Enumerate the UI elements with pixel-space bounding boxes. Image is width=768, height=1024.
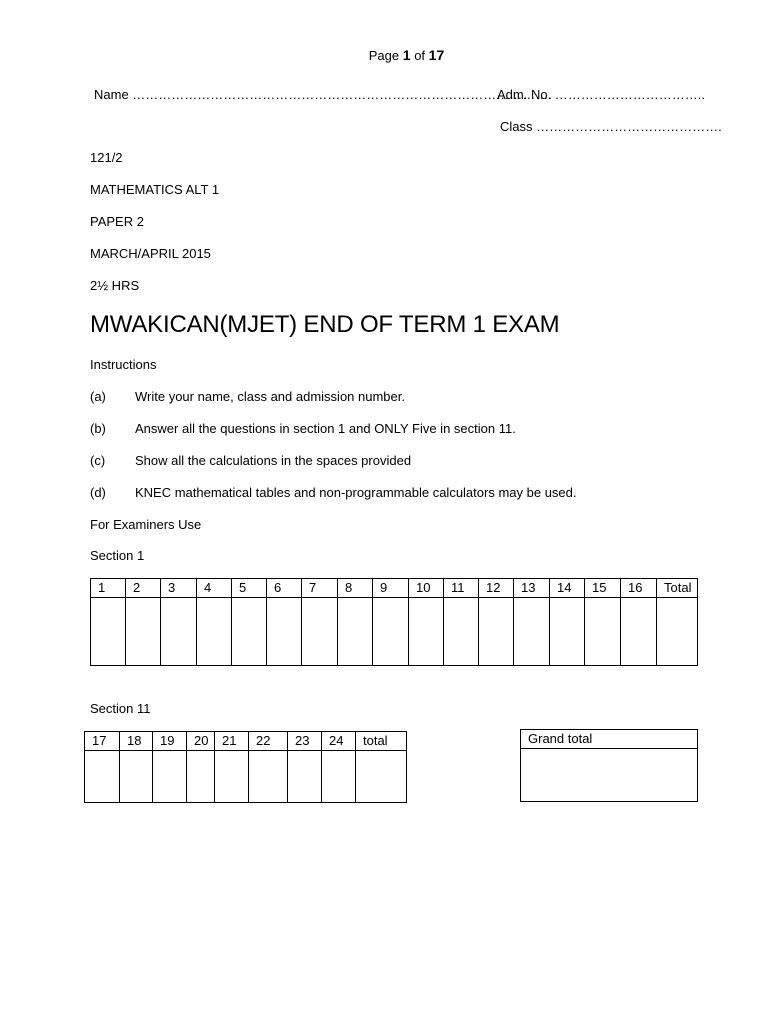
section1-col-header: 4: [197, 579, 232, 598]
section1-col-header: 15: [585, 579, 621, 598]
instruction-text-c: Show all the calculations in the spaces provided: [135, 453, 412, 468]
score-cell: [322, 751, 356, 803]
section1-header-row: [91, 579, 698, 598]
section2-col-header: 20: [187, 732, 215, 751]
section2-label: Section 11: [90, 701, 151, 716]
section2-col-header: 18: [120, 732, 153, 751]
section2-col-header: 23: [288, 732, 322, 751]
score-cell: [550, 598, 585, 666]
section2-col-header: 24: [322, 732, 356, 751]
instruction-text-d: KNEC mathematical tables and non-programmable calculators may be used.: [135, 485, 577, 500]
section1-col-header: 7: [302, 579, 338, 598]
score-cell: [267, 598, 302, 666]
instruction-label-d: (d): [90, 485, 106, 500]
exam-code: 121/2: [90, 150, 123, 165]
section2-col-header: 21: [215, 732, 249, 751]
score-cell: [126, 598, 161, 666]
section2-col-header: 22: [249, 732, 288, 751]
section1-label: Section 1: [90, 548, 145, 563]
grand-total-label: Grand total: [521, 730, 697, 749]
score-cell: [197, 598, 232, 666]
score-cell: [232, 598, 267, 666]
instruction-label-b: (b): [90, 421, 106, 436]
exam-subject: MATHEMATICS ALT 1: [90, 182, 220, 197]
section1-score-table: [90, 578, 698, 666]
section1-col-header: 6: [267, 579, 302, 598]
instruction-text-a: Write your name, class and admission number.: [135, 389, 405, 404]
instruction-label-c: (c): [90, 453, 106, 468]
score-cell: [373, 598, 409, 666]
score-cell: [514, 598, 550, 666]
section2-header-row: [85, 732, 407, 751]
name-field-line: Name …………………………………………………………………………………….: [94, 87, 552, 102]
section1-col-header: 14: [550, 579, 585, 598]
section1-col-header: Total: [657, 579, 698, 598]
section1-col-header: 5: [232, 579, 267, 598]
section1-col-header: 2: [126, 579, 161, 598]
section2-score-table: [84, 731, 407, 803]
score-cell: [215, 751, 249, 803]
section1-col-header: 8: [338, 579, 373, 598]
exam-title: MWAKICAN(MJET) END OF TERM 1 EXAM: [90, 311, 560, 338]
section1-col-header: 13: [514, 579, 550, 598]
score-cell: [120, 751, 153, 803]
score-cell: [153, 751, 187, 803]
section2-score-row: [85, 751, 407, 803]
section2-col-header: 19: [153, 732, 187, 751]
instruction-text-b: Answer all the questions in section 1 and ONLY Five in section 11.: [135, 421, 516, 436]
score-cell: [356, 751, 407, 803]
score-cell: [302, 598, 338, 666]
section1-col-header: 10: [409, 579, 444, 598]
exam-date: MARCH/APRIL 2015: [90, 246, 211, 261]
section1-col-header: 16: [621, 579, 657, 598]
score-cell: [338, 598, 373, 666]
section1-col-header: 9: [373, 579, 409, 598]
score-cell: [621, 598, 657, 666]
examiners-heading: For Examiners Use: [90, 517, 202, 532]
score-cell: [479, 598, 514, 666]
class-field-line: Class …………………………………….: [500, 119, 722, 134]
score-cell: [409, 598, 444, 666]
section1-col-header: 3: [161, 579, 197, 598]
section1-score-row: [91, 598, 698, 666]
grand-total-box: [520, 729, 698, 802]
adm-no-field-line: Adm. No. ……………………………..: [497, 87, 706, 102]
section1-col-header: 12: [479, 579, 514, 598]
score-cell: [249, 751, 288, 803]
section1-col-header: 11: [444, 579, 479, 598]
section1-col-header: 1: [91, 579, 126, 598]
score-cell: [585, 598, 621, 666]
score-cell: [161, 598, 197, 666]
score-cell: [187, 751, 215, 803]
section2-col-header: total: [356, 732, 407, 751]
section2-col-header: 17: [85, 732, 120, 751]
page-number: Page 1 of 17: [368, 47, 445, 63]
score-cell: [444, 598, 479, 666]
score-cell: [657, 598, 698, 666]
score-cell: [288, 751, 322, 803]
exam-paper: PAPER 2: [90, 214, 144, 229]
score-cell: [85, 751, 120, 803]
instruction-label-a: (a): [90, 389, 106, 404]
instructions-heading: Instructions: [90, 357, 157, 372]
score-cell: [91, 598, 126, 666]
exam-duration: 2½ HRS: [90, 278, 140, 293]
